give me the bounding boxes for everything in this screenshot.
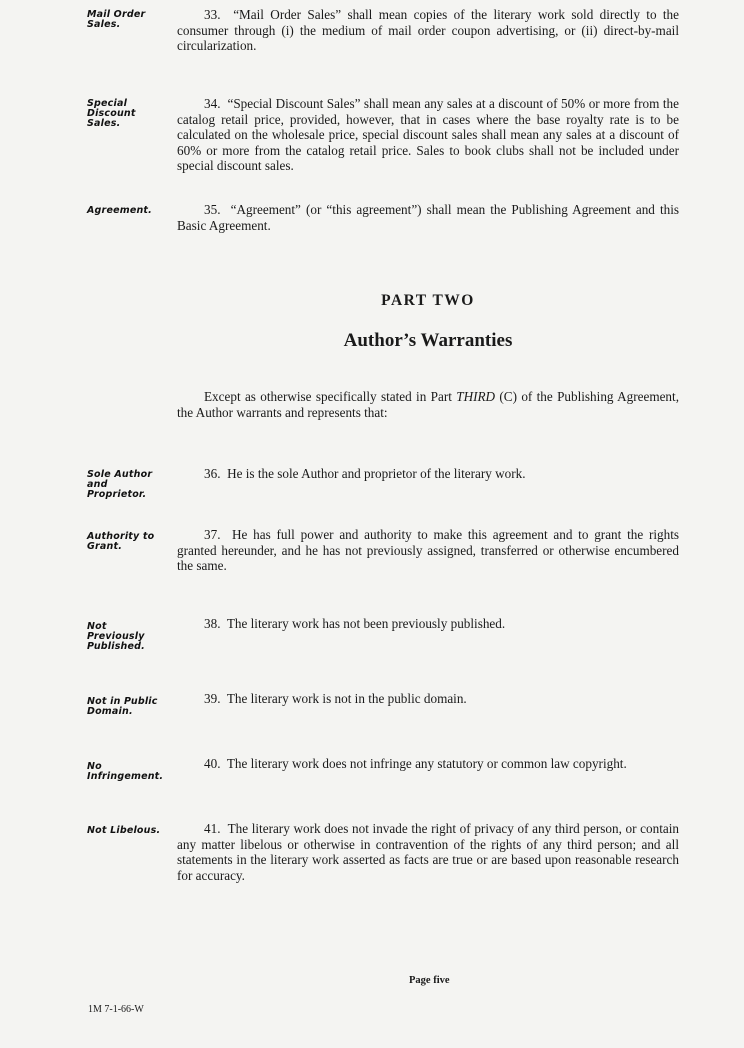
clause-text: The literary work does not invade the right of privacy of any third person, or contain any matter libelous or otherwise in contravention of the rights of any third person; and all statements in the literary work asserted as facts are true or are based upon reasonable research for accuracy. <box>177 821 679 883</box>
side-heading-not-in-public-domain: Not in Public Domain. <box>87 696 158 717</box>
side-heading-no-infringement: No Infringement. <box>87 761 164 782</box>
clause-text: The literary work is not in the public domain. <box>226 691 467 706</box>
clause-text: The literary work does not infringe any statutory or common law copyright. <box>226 756 627 771</box>
clause-text: He has full power and authority to make this agreement and to grant the rights granted hereunder, and he has not previously assigned, transferred or otherwise encumbered the same. <box>177 527 679 573</box>
clause-text: “Mail Order Sales” shall mean copies of the literary work sold directly to the consumer through (i) the medium of mail order coupon advertising, or (ii) direct-by-mail circularization. <box>177 7 679 53</box>
clause-40 <box>177 756 679 772</box>
form-code: 1M 7-1-66-W <box>88 1004 144 1015</box>
side-heading-authority-to-grant: Authority to Grant. <box>87 531 155 552</box>
clause-number: 35. <box>204 202 221 217</box>
side-heading-not-libelous: Not Libelous. <box>87 825 161 836</box>
side-heading-agreement: Agreement. <box>87 205 152 216</box>
clause-41 <box>177 821 679 883</box>
clause-number: 39. <box>204 691 221 706</box>
clause-number: 37. <box>204 527 221 542</box>
clause-33 <box>177 7 679 54</box>
clause-text: The literary work has not been previously published. <box>226 616 506 631</box>
clause-text: “Special Discount Sales” shall mean any sales at a discount of 50% or more from the catalog retail price, provided, however, that in cases where the base royalty rate is to be calculated on the wholesale price, special discount sales shall mean any sales at a discount of 60% or more from the catalog retail price. Sales to book clubs shall not be included under special discount sales. <box>177 96 679 173</box>
section-title: Author’s Warranties <box>343 330 513 351</box>
clause-37 <box>177 527 679 574</box>
clause-number: 40. <box>204 756 221 771</box>
clause-number: 36. <box>204 466 221 481</box>
part-heading: PART TWO <box>381 292 475 309</box>
warranties-intro <box>177 389 679 420</box>
clause-34 <box>177 96 679 174</box>
intro-emphasis: THIRD <box>456 389 496 404</box>
clause-text: “Agreement” (or “this agreement”) shall mean the Publishing Agreement and this Basic Agreement. <box>177 202 679 233</box>
clause-text: He is the sole Author and proprietor of the literary work. <box>227 466 526 481</box>
clause-number: 34. <box>204 96 221 111</box>
clause-38 <box>177 616 679 632</box>
clause-35 <box>177 202 679 233</box>
side-heading-not-previously-published: Not Previously Published. <box>87 621 145 652</box>
side-heading-sole-author: Sole Author and Proprietor. <box>87 469 153 500</box>
clause-36 <box>177 466 679 482</box>
side-heading-special-discount-sales: Special Discount Sales. <box>87 98 136 129</box>
intro-text-after: (C) of the Publishing Agreement, the Author warrants and represents that: <box>177 389 679 420</box>
clause-39 <box>177 691 679 707</box>
intro-text-before: Except as otherwise specifically stated in Part <box>204 389 457 404</box>
clause-number: 38. <box>204 616 221 631</box>
clause-number: 33. <box>204 7 221 22</box>
page-number: Page five <box>409 975 450 986</box>
clause-number: 41. <box>204 821 221 836</box>
side-heading-mail-order-sales: Mail Order Sales. <box>87 9 146 30</box>
